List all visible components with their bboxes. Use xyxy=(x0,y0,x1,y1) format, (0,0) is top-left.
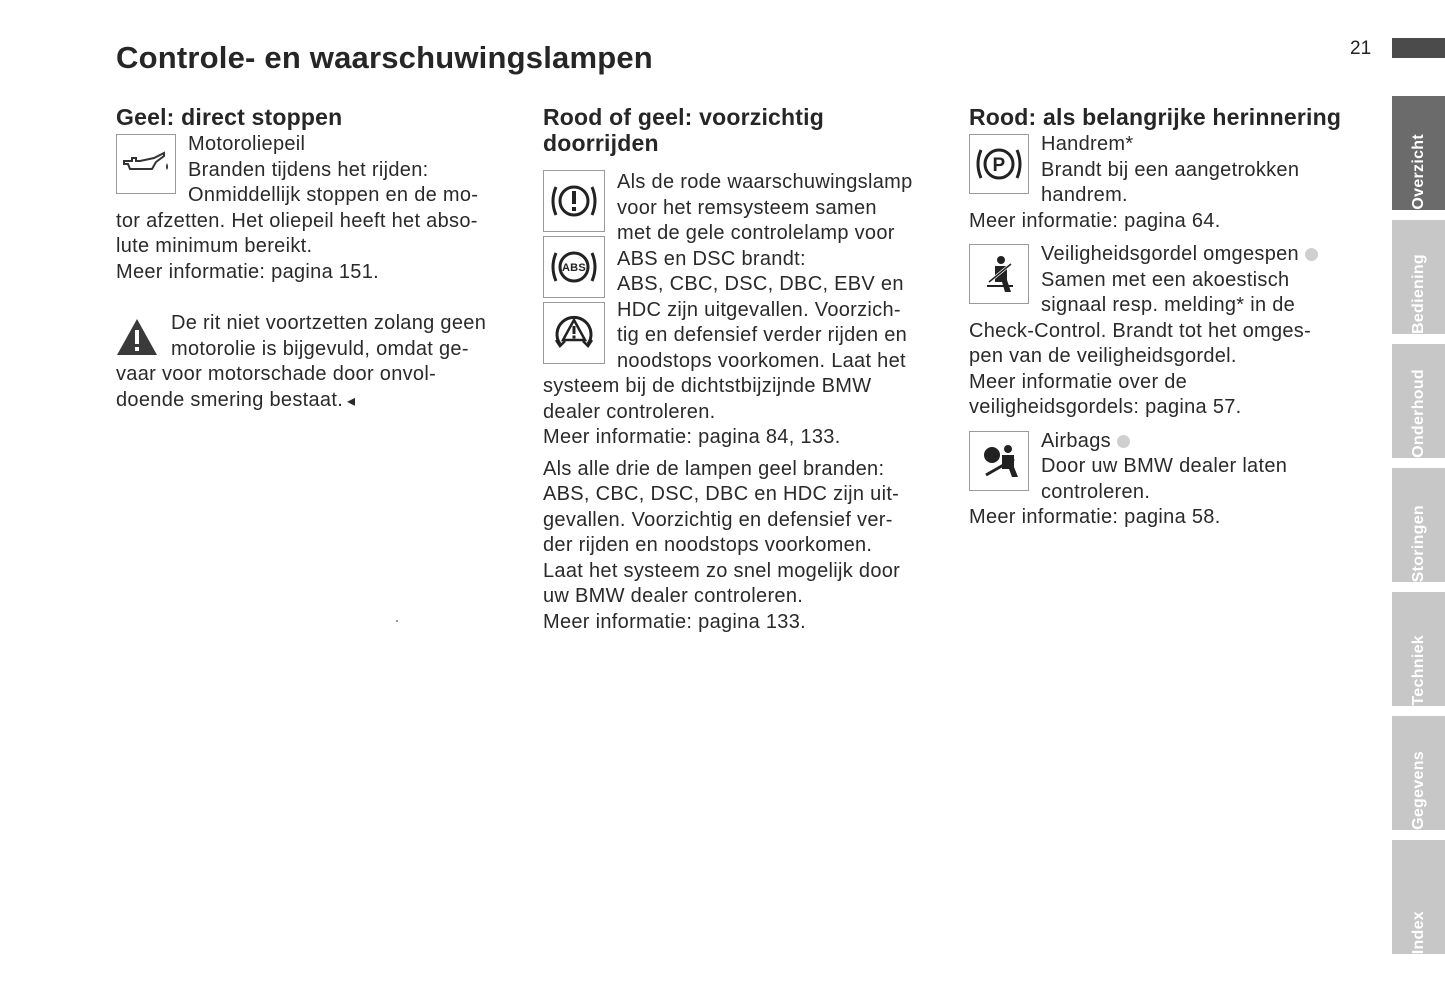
abs-icon xyxy=(543,236,605,298)
parking-brake-icon xyxy=(969,134,1029,194)
airbag-icon xyxy=(969,431,1029,491)
column-rood-of-geel: Rood of geel: voorzichtig doorrijden ABS Als de rode waarschuwingslamp voor het remsysteem samen met de gele controlelamp voor ABS en DSC brandt: ABS, CBC, DSC, DBC, EBV en HDC zijn uitgevallen. Voorzich- tig en defensief verder rijden en noodstops voorkomen. Laat het systeem bij de dichtstbijzijnde BMW dealer controleren. Meer informatie: pagina 84, 133. Als alle drie de lampen geel branden: ABS, CBC, DSC, DBC en HDC zijn uit- gevallen. Voorzichtig en defensief ver- der rijden en noodstops voorkomen. Laat het systeem zo snel mogelijk door uw BMW dealer controleren. Meer informatie: pagina 133. xyxy=(543,104,951,635)
page-marker-bar xyxy=(1392,38,1445,58)
warning-triangle-icon xyxy=(116,317,158,357)
svg-text:P: P xyxy=(992,155,1006,176)
tab-bediening[interactable]: Bediening xyxy=(1392,220,1445,334)
tab-index[interactable]: Index xyxy=(1392,840,1445,954)
section-heading-geel: Geel: direct stoppen xyxy=(116,104,343,130)
page-number: 21 xyxy=(1350,38,1372,59)
brake-warning-icon xyxy=(543,170,605,232)
dsc-triangle-icon xyxy=(543,302,605,364)
end-mark-icon: ◂ xyxy=(347,392,356,410)
column-rood: Rood: als belangrijke herinnering P Handrem* Brandt bij een aangetrokken handrem. Meer informatie: pagina 64. Veiligheidsgordel omgespen Samen met een akoestisch signaal resp. melding* in de Check-Control. Brandt tot het omges- pen van de veiligheidsgordel. Meer informatie over de veiligheidsgordels: pagina 57. Airbags Door uw BMW dealer laten controleren. Meer informatie: pagina 58. xyxy=(969,104,1369,531)
column-geel: Geel: direct stoppen Motoroliepeil Branden tijdens het rijden: Onmiddellijk stoppen en de mo- tor afzetten. Het oliepeil heeft het abso- lute minimum bereikt. Meer informatie: pagina 151. De rit niet voortzetten zolang geen motorolie is bijgevuld, omdat ge- vaar voor motorschade door onvol- doende smering bestaat. ◂ xyxy=(116,104,526,414)
tab-techniek[interactable]: Techniek xyxy=(1392,592,1445,706)
tab-gegevens[interactable]: Gegevens xyxy=(1392,716,1445,830)
page-title: Controle- en waarschuwingslampen xyxy=(116,40,653,75)
section-heading-rood: Rood: als belangrijke herinnering xyxy=(969,104,1342,130)
tab-onderhoud[interactable]: Onderhoud xyxy=(1392,344,1445,458)
seatbelt-icon xyxy=(969,244,1029,304)
oil-can-icon xyxy=(116,134,176,194)
tab-overzicht[interactable]: Overzicht xyxy=(1392,96,1445,210)
indicator-icon-stack xyxy=(543,170,605,368)
tab-storingen[interactable]: Storingen xyxy=(1392,468,1445,582)
indicator-dot-icon xyxy=(1117,435,1130,448)
section-heading-rood-of-geel: Rood of geel: voorzichtig doorrijden xyxy=(543,104,824,156)
print-speck xyxy=(396,620,398,622)
svg-text:ABS: ABS xyxy=(561,262,587,274)
indicator-dot-icon xyxy=(1305,248,1318,261)
